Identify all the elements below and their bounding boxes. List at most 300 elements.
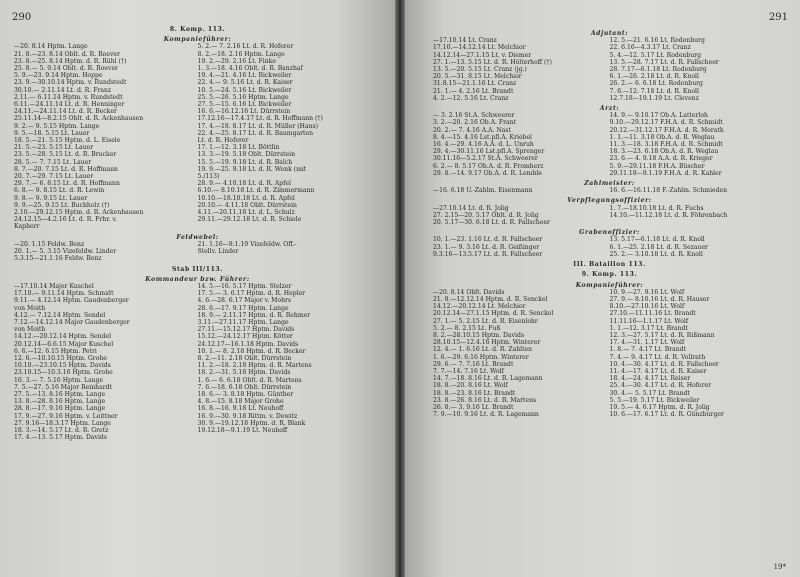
roster-entry-right-col: 1. 1.—11. 3.18 Ob.A. d. R. Weglau	[609, 133, 715, 141]
roster-row	[14, 398, 381, 405]
roster-entry-right-col: 30. 4.— 5. 5.17 Lt. Brandt	[609, 389, 690, 397]
roster-entry-left-col: 29. 4.—30.11.16 Lst.pfl.A. Sprenger	[433, 148, 545, 156]
roster-row	[433, 325, 786, 332]
roster-entry-right-col: 15. 5.—19. 9.18 Lt. d. R. Balch	[197, 158, 293, 166]
roster-entry-right-col: 18. 6.— 3. 8.18 Hptm. Günther	[197, 390, 294, 398]
roster-row	[433, 73, 786, 80]
roster-entry-left-col: 18. 8.—23. 8.16 Lt. Brandt	[433, 389, 516, 397]
roster-row	[14, 384, 381, 391]
roster-row	[433, 318, 786, 325]
section-heading: Stab III/113.	[172, 265, 223, 273]
roster-entry-left-col: 6. 6.—12. 6.15 Hptm. Petri	[14, 347, 97, 355]
roster-entry-left-col: 13. 8.—28. 8.16 Hptm. Lange	[14, 398, 106, 406]
roster-row	[14, 209, 381, 216]
roster-entry-right-col: 10. 1.— 8. 2.18 Hptm. d. R. Becker	[197, 347, 306, 355]
roster-entry-right-col: 12.7.18—19.1.19 Lt. Clevenz	[609, 94, 699, 102]
roster-entry-right-col: 7. 4.— 9. 4.17 Lt. d. R. Vollrath	[609, 353, 706, 361]
roster-entry-right-col: 11. 2.—18. 2.18 Hptm. d. R. Martens	[197, 362, 312, 370]
roster-row	[14, 297, 381, 304]
roster-row	[433, 59, 786, 66]
section-heading: Zahlmeister:	[584, 180, 635, 188]
roster-entry-right-col: 13. 5.—28. 7.17 Lt. d. R. Fallscheer	[609, 58, 719, 66]
roster-entry-left-col: Kapherr	[14, 223, 40, 231]
roster-entry-left-col: 3. 2.—20. 2.16 Ob.A. Frant	[433, 119, 517, 127]
roster-entry-left-col: 21. 8.—23. 8.14 Oblt. d. R. Roever	[14, 50, 120, 58]
roster-entry-right-col: 28. 9.— 4.10.18 Lt. d. R. Apfel	[197, 180, 291, 188]
roster-row	[433, 187, 786, 194]
roster-entry-left-col: —27.10.14 Lt. d. R. Jolig	[433, 204, 509, 212]
roster-entry-left-col: —20. 8.14 Oblt. Davids	[433, 288, 505, 296]
roster-entry-left-col: 17. 9.—27. 9.16 Hptm. v. Leittner	[14, 412, 118, 420]
section-heading: Kompanieführer:	[163, 36, 232, 44]
roster-entry-right-col: 10. 6.—17. 6.17 Lt. d. R. Günzburger	[609, 411, 724, 419]
roster-entry-left-col: 8. 4.—15. 4.16 Lst.pfl.A. Kriebel	[433, 133, 533, 141]
roster-row	[14, 326, 381, 333]
roster-entry-left-col: 5. 2.— 8. 2.15 Lt. Fuß	[433, 324, 501, 332]
section-heading: Kompanieführer:	[575, 281, 644, 289]
roster-entry-right-col: 16. 6.—16.12.16 Lt. Dürrstein	[197, 108, 291, 116]
roster-row	[433, 95, 786, 102]
roster-row	[433, 141, 786, 148]
roster-row	[14, 420, 381, 427]
roster-entry-left-col: 9. 5.—18. 5.15 Lt. Lauer	[14, 129, 90, 137]
roster-row	[433, 368, 786, 375]
left-page-content	[14, 26, 381, 444]
roster-entry-right-col: 18. 9.— 2.11.17 Hptm. d. R. Rehmer	[197, 311, 311, 319]
roster-entry-left-col: 9.11.— 4.12.14 Hptm. Gaudenberger	[14, 297, 129, 305]
roster-entry-left-col: 21. 5.—23. 5.15 Lt. Lauer	[14, 144, 94, 152]
roster-entry-right-col: 17. 4.—18. 8.17 Lt. d. R. Müller (Hans)	[197, 122, 319, 130]
roster-row	[14, 94, 381, 101]
roster-row	[14, 87, 381, 94]
roster-row	[433, 80, 786, 87]
roster-entry-left-col: —16. 6.18 U.-Zahlm. Eisenmann	[433, 187, 533, 195]
roster-row	[14, 341, 381, 348]
roster-entry-right-col: 11. 4.—17. 4.17 Lt. d. R. Kaiser	[609, 367, 707, 375]
roster-entry-left-col: 4.12.— 7.12.14 Hptm. Sendel	[14, 311, 106, 319]
roster-entry-right-col: 17.12.16—17.4.17 Lt. d. R. Hoffmann (†)	[197, 115, 323, 123]
roster-row	[14, 151, 381, 158]
roster-entry-right-col: 6.10.— 8.10.18 Lt. d. R. Zimmermann	[197, 187, 315, 195]
roster-entry-left-col: 23. 8.—26. 8.16 Lt. d. R. Martens	[433, 396, 537, 404]
roster-entry-left-col: —17.10.14 Lt. Cranz	[433, 37, 497, 45]
roster-row	[14, 255, 381, 262]
roster-entry-right-col	[198, 255, 382, 262]
roster-row	[433, 236, 786, 243]
roster-entry-right-col: 22. 6.16—4.3.17 Lt. Cranz	[609, 44, 691, 52]
roster-row	[433, 112, 786, 119]
roster-row	[14, 173, 381, 180]
roster-entry-left-col: von Moith	[14, 326, 46, 334]
roster-entry-left-col: 27. 2.15—20. 5.17 Oblt. d. R. Jolig	[433, 211, 539, 219]
roster-entry-right-col: 16. 8.—16. 9.18 Lt. Neuhoff	[197, 405, 284, 413]
roster-entry-left-col: 31.8.15—21.1.16 Lt. Cranz	[433, 80, 517, 88]
roster-entry-right-col: 13. 5.17—6.1.18 Lt. d. R. Knoll	[609, 236, 705, 244]
roster-row	[433, 397, 786, 404]
roster-row	[14, 391, 381, 398]
roster-entry-left-col: 23. 1.— 9. 3.16 Lt. d. R. Geißinger	[433, 243, 540, 251]
roster-row	[433, 251, 786, 258]
roster-entry-right-col: 16. 6.—16.11.18 F.-Zahlm. Schmieden	[609, 187, 728, 195]
roster-row	[14, 65, 381, 72]
section-gap	[14, 441, 381, 444]
roster-entry-left-col: 29. 7.— 6. 8.15 Lt. d. R. Hoffmann	[14, 180, 120, 188]
roster-entry-right-col: 14. 9.— 9.10.17 Ob.A. Latterloh	[609, 112, 708, 120]
roster-row	[14, 137, 381, 144]
section-heading: Kommandeur bzw. Führer:	[145, 275, 250, 283]
roster-row	[433, 411, 786, 418]
roster-entry-right-col: 10.10.—18.10.18 Lt. d. R. Apfel	[197, 194, 295, 202]
roster-entry-right-col: 11. 3.—18. 3.18 F.H.A. d. R. Schmidt	[609, 141, 723, 149]
roster-entry-left-col: 21. 1.— 4. 2.16 Lt. Brandt	[433, 87, 514, 95]
roster-entry-right-col: 12. 3.—27. 5.17 Lt. d. R. Rißmann	[609, 331, 715, 339]
roster-entry-right-col: 4. 6.—28. 6.17 Major v. Mohrs	[197, 297, 292, 305]
roster-entry-left-col: 20.12.14—27.1.15 Hptm. d. R. Senckel	[433, 310, 554, 318]
roster-entry-left-col: 24.12.15—4.2.16 Lt. d. R. Frhr. v.	[14, 216, 117, 224]
roster-entry-left-col: 13. 5.—20. 5.15 Lt. Cranz (jg.)	[433, 66, 527, 74]
roster-row	[433, 37, 786, 44]
roster-entry-right-col: 21. 1.16—9.1.19 Vizefeldw. Off.-	[197, 240, 297, 248]
roster-entry-left-col: 5.3.15—21.1.16 Feldw. Benz	[14, 255, 102, 263]
roster-entry-left-col: 8. 2.—28.10.15 Hptm. Davids	[433, 331, 524, 339]
roster-entry-left-col: 10. 3.— 7. 5.16 Hptm. Lange	[14, 376, 104, 384]
roster-entry-left-col: 21. 8.—12.12.14 Hptm. d. R. Senckel	[433, 295, 548, 303]
roster-entry-right-col: 14. 5.—16. 5.17 Hptm. Stelzer	[197, 282, 292, 290]
roster-entry-left-col: 23. 9.—30.10.14 Hptm. v. Rundstedt	[14, 79, 127, 87]
roster-entry-right-col: 19. 2.—29. 2.16 Lt. Finke	[197, 57, 276, 65]
roster-row	[14, 79, 381, 86]
roster-entry-left-col: 27. 1.— 5. 2.15 Lt. d. R. Eisenlohr	[433, 317, 538, 325]
roster-entry-left-col: 24.11.—24.11.14 Lt. d. R. Becker	[14, 108, 117, 116]
roster-entry-left-col: 10. 1.—23. 1.16 Lt. d. R. Fallscheer	[433, 236, 543, 244]
roster-entry-right-col: 1. 3.—18. 4.16 Oblt. d. R. Banzhaf	[197, 65, 303, 73]
roster-entry-left-col: 27. 5.—13. 8.16 Hptm. Lange	[14, 390, 106, 398]
roster-row	[14, 51, 381, 58]
roster-entry-right-col: 4. 8.—15. 8.18 Major Grohe	[197, 398, 284, 406]
roster-entry-left-col: 12. 6.—10.10.15 Hptm. Grohe	[14, 354, 107, 362]
roster-entry-right-col: 25. 2.— 3.10.18 Lt. d. R. Knoll	[609, 250, 703, 258]
roster-entry-left-col: 14.12.—20.12.14 Hptm. Sendel	[14, 333, 112, 341]
roster-entry-right-col: 18. 3.—23. 6.18 Ob.A. d. R. Weglau	[609, 148, 719, 156]
roster-row	[433, 375, 786, 382]
roster-entry-right-col: 25. 5.—26. 5.16 Hptm. Lange	[197, 93, 289, 101]
roster-row	[433, 163, 786, 170]
roster-row	[433, 404, 786, 411]
roster-entry-right-col: 19.12.18—9.1.19 Lt. Neuhoff	[197, 426, 288, 434]
section-heading: Arzt:	[599, 105, 620, 113]
roster-entry-left-col: 23. 5.—28. 5.15 Lt. d. R. Brucker	[14, 151, 117, 159]
roster-row	[14, 305, 381, 312]
roster-entry-left-col: 29. 6.— 7. 7.16 Lt. Brandt	[433, 360, 514, 368]
roster-entry-left-col: 7. 9.—10. 9.16 Lt. d. R. Lagemann	[433, 411, 539, 419]
roster-entry-left-col: 16. 4.—29. 4.16 A.A. d. L. Unruh	[433, 141, 534, 149]
roster-row	[433, 155, 786, 162]
roster-row	[433, 244, 786, 251]
roster-entry-left-col: 28. 8.—17. 9.16 Hptm. Lange	[14, 405, 106, 413]
roster-entry-left-col: 9.3.16—13.5.17 Lt. d. R. Fallscheer	[433, 250, 543, 258]
roster-entry-left-col: 8. 7.—20. 7.15 Lt. d. R. Hoffmann	[14, 165, 118, 173]
roster-entry-left-col: 20.12.14—6.6.15 Major Kuschel	[14, 340, 114, 348]
roster-row	[14, 427, 381, 434]
roster-entry-left-col: 30.10.— 2.11.14 Lt. d. R. Franz	[14, 86, 112, 94]
roster-row	[433, 289, 786, 296]
roster-entry-right-col: 10. 5.—24. 5.16 Lt. Bickweiler	[197, 86, 292, 94]
roster-entry-right-col: 19. 9.—25. 9.18 Lt. d. R. Wenk (mit	[197, 165, 307, 173]
roster-entry-right-col: 5. 4.—12. 5.17 Lt. Rodenburg	[609, 51, 701, 59]
roster-entry-right-col: 17. 4.—31. 1.17 Lt. Wolf	[609, 339, 685, 347]
roster-row	[14, 72, 381, 79]
roster-entry-right-col: 1. 8.— 7. 4.17 Lt. Brandt	[609, 346, 687, 354]
roster-row	[433, 88, 786, 95]
roster-row	[14, 101, 381, 108]
roster-row	[433, 134, 786, 141]
roster-entry-right-col: 4.11.—20.11.18 Lt. d. L. Schulz	[197, 209, 295, 217]
roster-row	[14, 355, 381, 362]
roster-row	[14, 43, 381, 50]
section-heading: Grabenoffizier:	[579, 229, 640, 237]
roster-entry-left-col: 14. 7.—18. 8.16 Lt. d. R. Lagemann	[433, 375, 543, 383]
roster-entry-right-col	[198, 434, 382, 441]
roster-entry-right-col: 8. 2.—18. 2.16 Hptm. Lange	[197, 50, 285, 58]
roster-row	[14, 115, 381, 122]
roster-entry-right-col: 5./113)	[197, 173, 220, 181]
roster-entry-right-col: 27.11.—15.12.17 Hptm. Davids	[197, 326, 295, 334]
roster-row	[433, 119, 786, 126]
roster-entry-right-col: 5. 9.—29.11.18 F.H.A. Büscher	[609, 162, 705, 170]
roster-entry-left-col: 14.12.—20.12.14 Lt. Melchior	[433, 303, 526, 311]
roster-entry-left-col: 23. 8.—25. 8.14 Hptm. d. R. Rühl (†)	[14, 57, 127, 65]
roster-entry-right-col: 29.11.18—9.1.19 F.H.A. d. R. Kahler	[609, 169, 722, 177]
roster-row	[433, 219, 786, 226]
roster-entry-right-col	[610, 219, 787, 226]
roster-row	[433, 148, 786, 155]
roster-entry-right-col: 8.10.—27.10.16 Lt. Wolf	[609, 303, 685, 311]
roster-row	[14, 187, 381, 194]
roster-entry-left-col: 6.11.—24.11.14 Lt. d. R. Henninger	[14, 101, 125, 109]
roster-entry-left-col: 18. 3.—14. 5.17 Lt. d. R. Gretz	[14, 426, 109, 434]
roster-entry-left-col: 1. 6.—29. 6.16 Hptm. Winterer	[433, 353, 529, 361]
roster-entry-left-col: 20. 1.— 5. 3.15 Vizefeldw. Linder	[14, 248, 117, 256]
roster-row	[14, 362, 381, 369]
roster-entry-left-col: 7.12.—14.12.14 Major Gaudenberger	[14, 318, 130, 326]
roster-row	[14, 216, 381, 223]
left-page	[0, 0, 395, 577]
roster-row	[433, 296, 786, 303]
section-gap	[433, 418, 786, 421]
roster-entry-right-col: 25. 4.—30. 4.17 Lt. d. R. Hoferer	[609, 382, 712, 390]
roster-entry-right-col: 18. 2.—31. 5.18 Hptm. Davids	[197, 369, 291, 377]
roster-entry-left-col: 29. 8.—14. 9.17 Ob.A. d. R. Lemble	[433, 169, 542, 177]
roster-entry-left-col: 18. 8.—20. 8.16 Lt. Wolf	[433, 382, 508, 390]
roster-entry-right-col: 29.11.—29.12.18 Lt. d. R. Schiele	[197, 216, 302, 224]
roster-entry-right-col	[198, 223, 382, 230]
roster-entry-right-col: 27.10.—11.11.16 Lt. Brandt	[609, 310, 696, 318]
roster-row	[14, 248, 381, 255]
roster-row	[433, 310, 786, 317]
roster-row	[14, 348, 381, 355]
roster-entry-right-col: 22. 4.—25. 8.17 Lt. d. R. Baumgarten	[197, 129, 314, 137]
roster-row	[433, 303, 786, 310]
roster-entry-left-col: 2.11.— 6.11.14 Hptm. v. Rundstedt	[14, 93, 123, 101]
roster-entry-right-col: 17. 5.— 3. 6.17 Hptm. d. R. Hepler	[197, 290, 306, 298]
roster-row	[14, 434, 381, 441]
roster-entry-left-col: 5. 9.—23. 9.14 Hptm. Hoppe	[14, 72, 103, 80]
roster-row	[14, 123, 381, 130]
roster-row	[433, 361, 786, 368]
roster-row	[14, 377, 381, 384]
section-heading: 9. Komp. 113.	[581, 271, 638, 279]
roster-row	[14, 180, 381, 187]
roster-entry-left-col: 27. 9.16—18.3.17 Hptm. Lange	[14, 419, 111, 427]
roster-entry-right-col: Stellv. Linder	[197, 248, 239, 256]
roster-entry-left-col: 10.10.—23.10.15 Hptm. Davids	[14, 362, 111, 370]
roster-entry-right-col: 5. 5.—19. 5.17 Lt. Bickweiler	[609, 396, 700, 404]
roster-row	[14, 223, 381, 230]
roster-entry-left-col: —17.10.14 Major Kuschel	[14, 282, 94, 290]
roster-entry-left-col: —20. 8.14 Hptm. Lange	[14, 43, 88, 51]
roster-entry-right-col: 13. 3.—19. 5.18 Oblt. Dürrstein	[197, 151, 296, 159]
right-page	[405, 0, 800, 577]
section-heading: 8. Komp. 113.	[169, 26, 226, 33]
roster-entry-left-col: 9. 9.—25. 9.15 Lt. Buchholz (†)	[14, 201, 110, 209]
roster-entry-right-col: 26. 2.— 6. 6.18 Lt. Rodenburg	[609, 80, 703, 88]
roster-entry-right-col: 11.11.16—1.1.17 Lt. Wolf	[609, 317, 689, 325]
roster-entry-right-col: 1. 6.— 6. 6.18 Oblt. d. R. Martens	[197, 376, 302, 384]
roster-entry-right-col: 8. 2.—11. 2.18 Oblt. Dürrstein	[197, 354, 292, 362]
section-heading: Feldwebel:	[176, 233, 219, 241]
roster-entry-left-col: 2.10.—29.12.15 Hptm. d. R. Ackenhausen	[14, 209, 144, 217]
roster-entry-left-col: 17.10.—14.12.14 Lt. Melchior	[433, 44, 526, 52]
roster-entry-left-col: 17.10.— 9.11.14 Hptm. Schmidt	[14, 290, 114, 298]
roster-row	[433, 127, 786, 134]
roster-entry-left-col: 25. 8.— 5. 9.14 Oblt. d. R. Roever	[14, 65, 118, 73]
section-heading: Adjutant:	[590, 30, 629, 37]
roster-entry-left-col: 7. 7.—14. 7.16 Lt. Wolf	[433, 367, 504, 375]
roster-row	[14, 290, 381, 297]
roster-row	[14, 405, 381, 412]
roster-row	[14, 195, 381, 202]
roster-row	[14, 166, 381, 173]
roster-row	[433, 52, 786, 59]
roster-entry-left-col: 18. 5.—21. 5.15 Hptm. d. L. Eisele	[14, 137, 121, 145]
roster-entry-right-col: 17. 1.—12. 3.18 Lt. Böttlin	[197, 144, 280, 152]
roster-entry-left-col: 4. 2.—12. 5.16 Lt. Cranz	[433, 94, 509, 102]
roster-entry-left-col: 20. 2.— 7. 4.16 A.A. Nast	[433, 126, 511, 134]
roster-entry-left-col: von Moith	[14, 304, 46, 312]
roster-entry-right-col: 27. 9.— 8.10.16 Lt. d. R. Hauser	[609, 295, 710, 303]
roster-row	[14, 202, 381, 209]
roster-entry-right-col: 19. 4.—21. 4.16 Lt. Bickweiler	[197, 72, 292, 80]
roster-entry-right-col: 22. 4.— 9. 5.16 Lt. d. R. Kaiser	[197, 79, 293, 87]
section-heading: III. Bataillon 113.	[573, 261, 646, 269]
roster-entry-right-col: 28. 6.—17. 9.17 Hptm. Lange	[197, 304, 289, 312]
roster-entry-right-col: Lt. d. R. Hoferer	[197, 137, 249, 145]
roster-entry-right-col: 30. 9.—19.12.18 Hptm. d. R. Blank	[197, 419, 306, 427]
roster-row	[14, 144, 381, 151]
roster-entry-left-col: 30.11.16—5.2.17 St.A. Schweerer	[433, 155, 538, 163]
roster-entry-left-col: 27. 1.—13. 5.15 Lt. d. R. Hölterhoff (†)	[433, 58, 552, 66]
roster-entry-right-col: 27. 5.—15. 6.16 Lt. Bickweiler	[197, 101, 292, 109]
roster-row	[433, 205, 786, 212]
roster-entry-left-col: 9. 2.— 9. 5.15 Hptm. Lange	[14, 122, 100, 130]
section-heading: Verpflegungsoffizier:	[567, 197, 652, 205]
book-gutter	[395, 0, 405, 577]
roster-entry-right-col: 12. 5.—21. 6.16 Lt. Rodenburg	[609, 37, 705, 45]
roster-entry-left-col: 28.10.15—12.4.16 Hptm. Winterer	[433, 339, 541, 347]
roster-row	[14, 319, 381, 326]
roster-entry-right-col: 23. 6.— 4. 9.18 A.A. d. R. Krieger	[609, 155, 713, 163]
roster-row	[433, 346, 786, 353]
roster-entry-left-col: 25.11.14—8.2.15 Oblt. d. R. Ackenhausen	[14, 115, 144, 123]
roster-row	[14, 369, 381, 376]
roster-entry-right-col: 10. 9.—27. 9.16 Lt. Wolf	[609, 288, 685, 296]
roster-entry-left-col: 9. 8.— 9. 9.15 Lt. Lauer	[14, 194, 88, 202]
roster-entry-left-col: 28. 5.— 7. 7.15 Lt. Lauer	[14, 158, 92, 166]
roster-row	[14, 159, 381, 166]
roster-entry-left-col: 20. 5.17—30. 6.18 Lt. d. R. Fallscheer	[433, 219, 550, 227]
roster-entry-left-col: 20. 7.—29. 7.15 Lt. Lauer	[14, 173, 94, 181]
roster-row	[433, 339, 786, 346]
roster-entry-right-col: 20.10.— 4.11.18 Oblt. Dürrstein	[197, 201, 297, 209]
roster-entry-left-col: 7. 5.—27. 5.16 Major Reinhardt	[14, 383, 112, 391]
roster-row	[433, 170, 786, 177]
right-page-content	[433, 30, 786, 421]
roster-row	[433, 66, 786, 73]
roster-entry-right-col: 1. 1.—12. 3.17 Lt. Brandt	[609, 324, 688, 332]
roster-entry-right-col: 5. 2.— 7. 2.16 Lt. d. R. Hoferer	[197, 43, 294, 51]
roster-entry-left-col: 6. 8.— 9. 8.15 Lt. d. R. Lewin	[14, 187, 105, 195]
roster-row	[433, 354, 786, 361]
footer-signature-mark: 19*	[773, 563, 786, 571]
roster-entry-left-col: 12. 4.— 1. 6.16 Lt. d. R. Zahlten	[433, 346, 533, 354]
roster-row	[14, 283, 381, 290]
roster-entry-right-col: 1. 7.—18.10.18 Lt. d. R. Fuchs	[609, 204, 704, 212]
page-number-right: 291	[768, 12, 788, 23]
roster-row	[14, 413, 381, 420]
roster-row	[14, 108, 381, 115]
roster-row	[433, 212, 786, 219]
roster-entry-right-col: 24.12.17—16.1.18 Hptm. Davids	[197, 340, 299, 348]
roster-entry-left-col: 20. 5.—31. 8.15 Lt. Melchior	[433, 73, 522, 81]
roster-entry-left-col: 23.10.15—10.3.16 Hptm. Grohe	[14, 369, 113, 377]
roster-row	[14, 241, 381, 248]
roster-entry-right-col: 18. 4.—24. 4.17 Lt. Reiser	[609, 375, 691, 383]
roster-entry-right-col: 14.10.—11.12.18 Lt. d. R. Föhrenbach	[609, 211, 728, 219]
roster-entry-right-col: 7. 6.—12. 7.18 Lt. d. R. Knoll	[609, 87, 699, 95]
roster-row	[433, 382, 786, 389]
roster-row	[14, 130, 381, 137]
roster-entry-right-col: 15.12.—24.12.17 Hptm. Kötter	[197, 333, 293, 341]
roster-entry-right-col: 6. 1.—25. 2.18 Lt. d. R. Sezauer	[609, 243, 708, 251]
roster-entry-left-col: 26. 8.— 3. 9.16 Lt. Brandt	[433, 403, 514, 411]
roster-entry-right-col: 19. 5.— 4. 6.17 Hptm. d. R. Jolig	[609, 403, 710, 411]
roster-row	[14, 312, 381, 319]
roster-entry-right-col: 6. 1.—26. 2.18 Lt. d. R. Knoll	[609, 73, 699, 81]
roster-entry-right-col: 16. 9.—30. 9.18 Rittm. v. Dewitz	[197, 412, 298, 420]
roster-entry-right-col: 20.12.—31.12.17 F.H.A. d. R. Morath	[609, 126, 724, 134]
roster-entry-left-col: — 3. 2.16 St.A. Schweerer	[433, 112, 515, 120]
roster-row	[14, 333, 381, 340]
roster-entry-right-col: 10. 4.—30. 4.17 Lt. d. R. Fallscheer	[609, 360, 719, 368]
roster-entry-right-col: 7. 6.—18. 6.18 Oblt. Dürrstein	[197, 383, 292, 391]
page-number-left: 290	[12, 12, 32, 23]
roster-entry-left-col: —20. 1.15 Feldw. Benz	[14, 240, 85, 248]
roster-entry-right-col: 9.10.—29.12.17 F.H.A. d. R. Schmidt	[609, 119, 723, 127]
roster-entry-right-col: 3.11.—27.11.17 Hptm. Lange	[197, 318, 289, 326]
roster-row	[14, 58, 381, 65]
roster-row	[433, 390, 786, 397]
roster-entry-left-col: 6. 2.— 8. 5.17 Ob.A. d. R. Fromherz	[433, 162, 544, 170]
